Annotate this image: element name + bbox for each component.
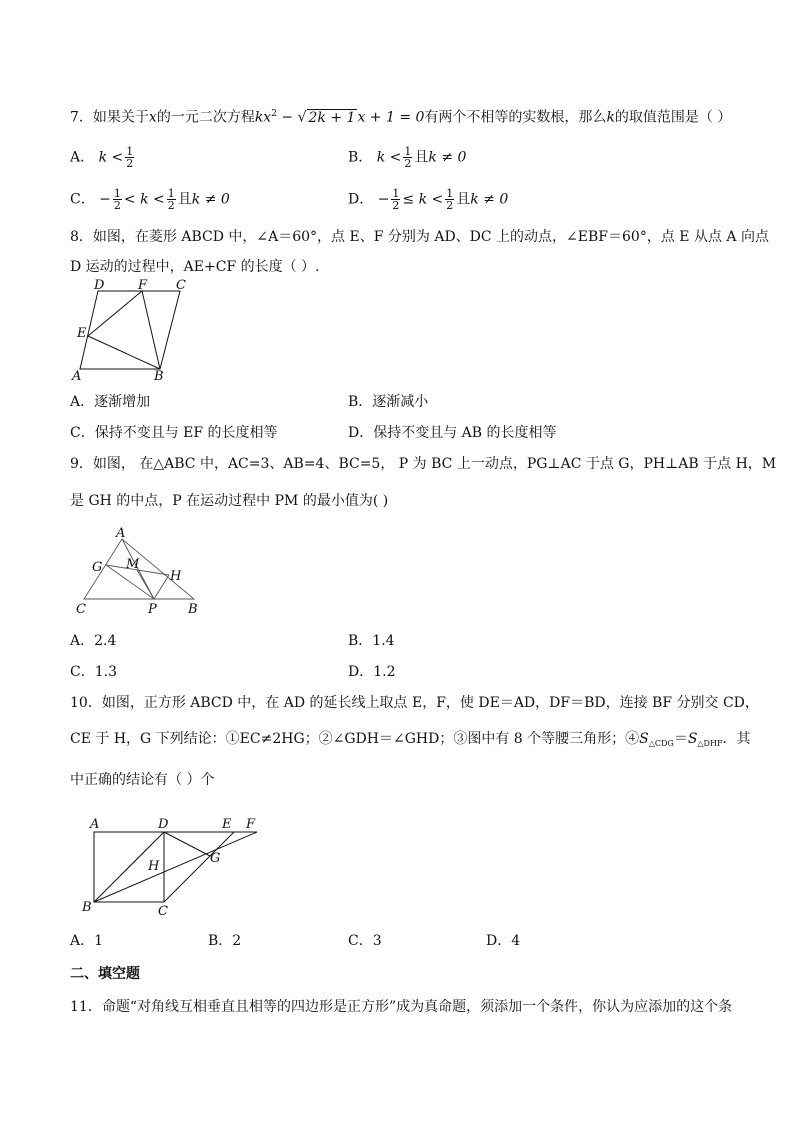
q7-d-lhs: − [377,191,390,208]
q7-c-and: 且 [177,191,192,208]
q8-stem-line2: D 运动的过程中，AE+CF 的长度（ ）. [70,259,320,275]
q10-stem-line2 [70,729,751,754]
fraction-half [403,146,412,169]
frac-num: 1 [404,145,412,158]
frac-num: 1 [126,145,134,158]
q7-b-cond: k ≠ 0 [428,149,467,166]
q7-end: 的取值范围是（ ） [614,109,732,126]
label-h: H [148,859,160,874]
q7-mid: 的一元二次方程 [156,109,255,126]
label-g: G [210,851,221,866]
q9-option-c[interactable]: C．1.3 [70,664,117,680]
label-d: D [94,279,105,293]
frac-den: 2 [392,199,400,212]
fraction-half [113,188,122,211]
q7-d-cond: k ≠ 0 [470,191,509,208]
q7-option-c[interactable] [70,188,230,211]
label-d: D [158,817,169,832]
label-h: H [170,569,182,584]
label-g: G [92,560,103,575]
q8-option-c[interactable]: C．保持不变且与 EF 的长度相等 [70,425,278,441]
label-e: E [77,326,87,341]
label-f: F [138,279,148,293]
equals-sign: ＝ [673,731,688,747]
q8-rhombus-figure [68,279,198,384]
frac-den: 2 [446,199,454,212]
label-c: C [76,602,86,617]
fraction-half [167,188,176,211]
area-subscript: △DHF [697,739,723,748]
label-a: A [72,369,82,384]
section-heading-fill-in: 二、填空题 [70,966,140,982]
q7-var-k: k [606,109,615,126]
label-b: B [82,900,92,915]
q10-option-d[interactable]: D．4 [486,933,521,949]
q9-option-b[interactable]: B．1.4 [348,633,395,649]
q7-b-and: 且 [414,149,429,166]
q10-stem-line3: 中正确的结论有（ ）个 [70,772,215,788]
q7-eq-k: kx [254,109,272,126]
q7-c-cond: k ≠ 0 [191,191,230,208]
label-b: B [188,602,198,617]
q7-var-x: x [148,109,157,126]
q10-line2-text: CE 于 H，G 下列结论：①EC≠2HG；②∠GDH＝∠GHD；③图中有 8 个等腰三角形；④ [70,731,640,747]
frac-num: 1 [113,187,121,200]
q7-eq-square: 2 [271,109,277,119]
q11-stem: 11．命题“对角线互相垂直且相等的四边形是正方形”成为真命题，须添加一个条件，你认为应添加的这个条 [70,999,733,1015]
q7-c-lhs: − [99,191,111,208]
segment-bf [94,832,257,902]
q10-option-a[interactable]: A．1 [70,933,104,949]
q9-option-d[interactable]: D．1.2 [348,664,396,680]
fraction-half [391,188,400,211]
label-c: C [158,904,168,917]
q9-stem-line1: 9．如图， 在△ABC 中，AC=3、AB=4、BC=5， P 为 BC 上一动点，PG⊥AC 于点 G，PH⊥AB 于点 H，M [70,456,777,472]
frac-den: 2 [113,199,121,212]
q7-stem: 7．如果关于x的一元二次方程$kx^2$ − √ 2k + 1 x + 1 = 0有两个不相等的实数根，那么k的取值范围是（ ） [70,109,732,126]
q7-d-mid: ≤ k < [402,191,444,208]
label-a: A [116,526,126,541]
q7-eq-tail: x + 1 = 0 [357,109,425,126]
q8-option-a[interactable]: A．逐渐增加 [70,394,151,410]
q9-stem-line2: 是 GH 的中点，P 在运动过程中 PM 的最小值为( ) [70,493,389,509]
q7-eq-minus: − [276,109,298,126]
frac-den: 2 [404,157,412,170]
frac-den: 2 [126,157,134,170]
option-label: C． [70,191,95,208]
label-a: A [90,817,100,832]
label-b: B [154,369,164,384]
option-label: B． [348,149,373,166]
q7-b-lhs: k < [376,149,402,166]
q7-option-d[interactable] [348,188,508,211]
frac-num: 1 [167,187,175,200]
q7-d-and: 且 [456,191,471,208]
area-symbol: S [687,731,698,747]
q7-eq-radicand: 2k + 1 [308,109,356,126]
frac-num: 1 [446,187,454,200]
q10-stem-line1: 10．如图，正方形 ABCD 中，在 AD 的延长线上取点 E，F，使 DE＝AD，DF＝BD，连接 BF 分别交 CD， [70,695,759,711]
segment-fb [142,291,160,369]
label-m: M [126,557,140,572]
q7-a-lhs: k < [98,149,124,166]
q10-line2-tail: ．其 [722,731,751,747]
q7-prefix: 7．如果关于 [70,109,149,126]
q7-suffix: 有两个不相等的实数根，那么 [424,109,607,126]
frac-num: 1 [392,187,400,200]
label-f: F [246,817,256,832]
segment-eb [88,336,160,369]
option-label: D． [348,191,374,208]
q7-c-mid: < k < [123,191,165,208]
area-subscript: △CDG [648,739,674,748]
segment-dg [164,832,210,856]
fraction-half [445,188,454,211]
q7-option-a[interactable] [70,146,136,169]
area-symbol: S [639,731,649,747]
fraction-half [125,146,134,169]
q8-option-b[interactable]: B．逐渐减小 [348,394,429,410]
label-c: C [176,279,186,293]
label-p: P [148,602,157,617]
segment-ph [154,575,169,599]
q9-option-a[interactable]: A．2.4 [70,633,117,649]
label-e: E [222,817,232,832]
q8-option-d[interactable]: D．保持不变且与 AB 的长度相等 [348,425,557,441]
option-label: A． [70,149,95,166]
q10-option-b[interactable]: B．2 [208,933,242,949]
frac-den: 2 [167,199,175,212]
q10-option-c[interactable]: C．3 [348,933,382,949]
q9-triangle-figure [72,525,207,617]
q7-option-b[interactable] [348,146,466,169]
q8-stem-line1: 8．如图，在菱形 ABCD 中，∠A＝60°，点 E、F 分别为 AD、DC 上的动点，∠EBF＝60°，点 E 从点 A 向点 [70,229,769,245]
q10-square-figure [82,812,282,917]
